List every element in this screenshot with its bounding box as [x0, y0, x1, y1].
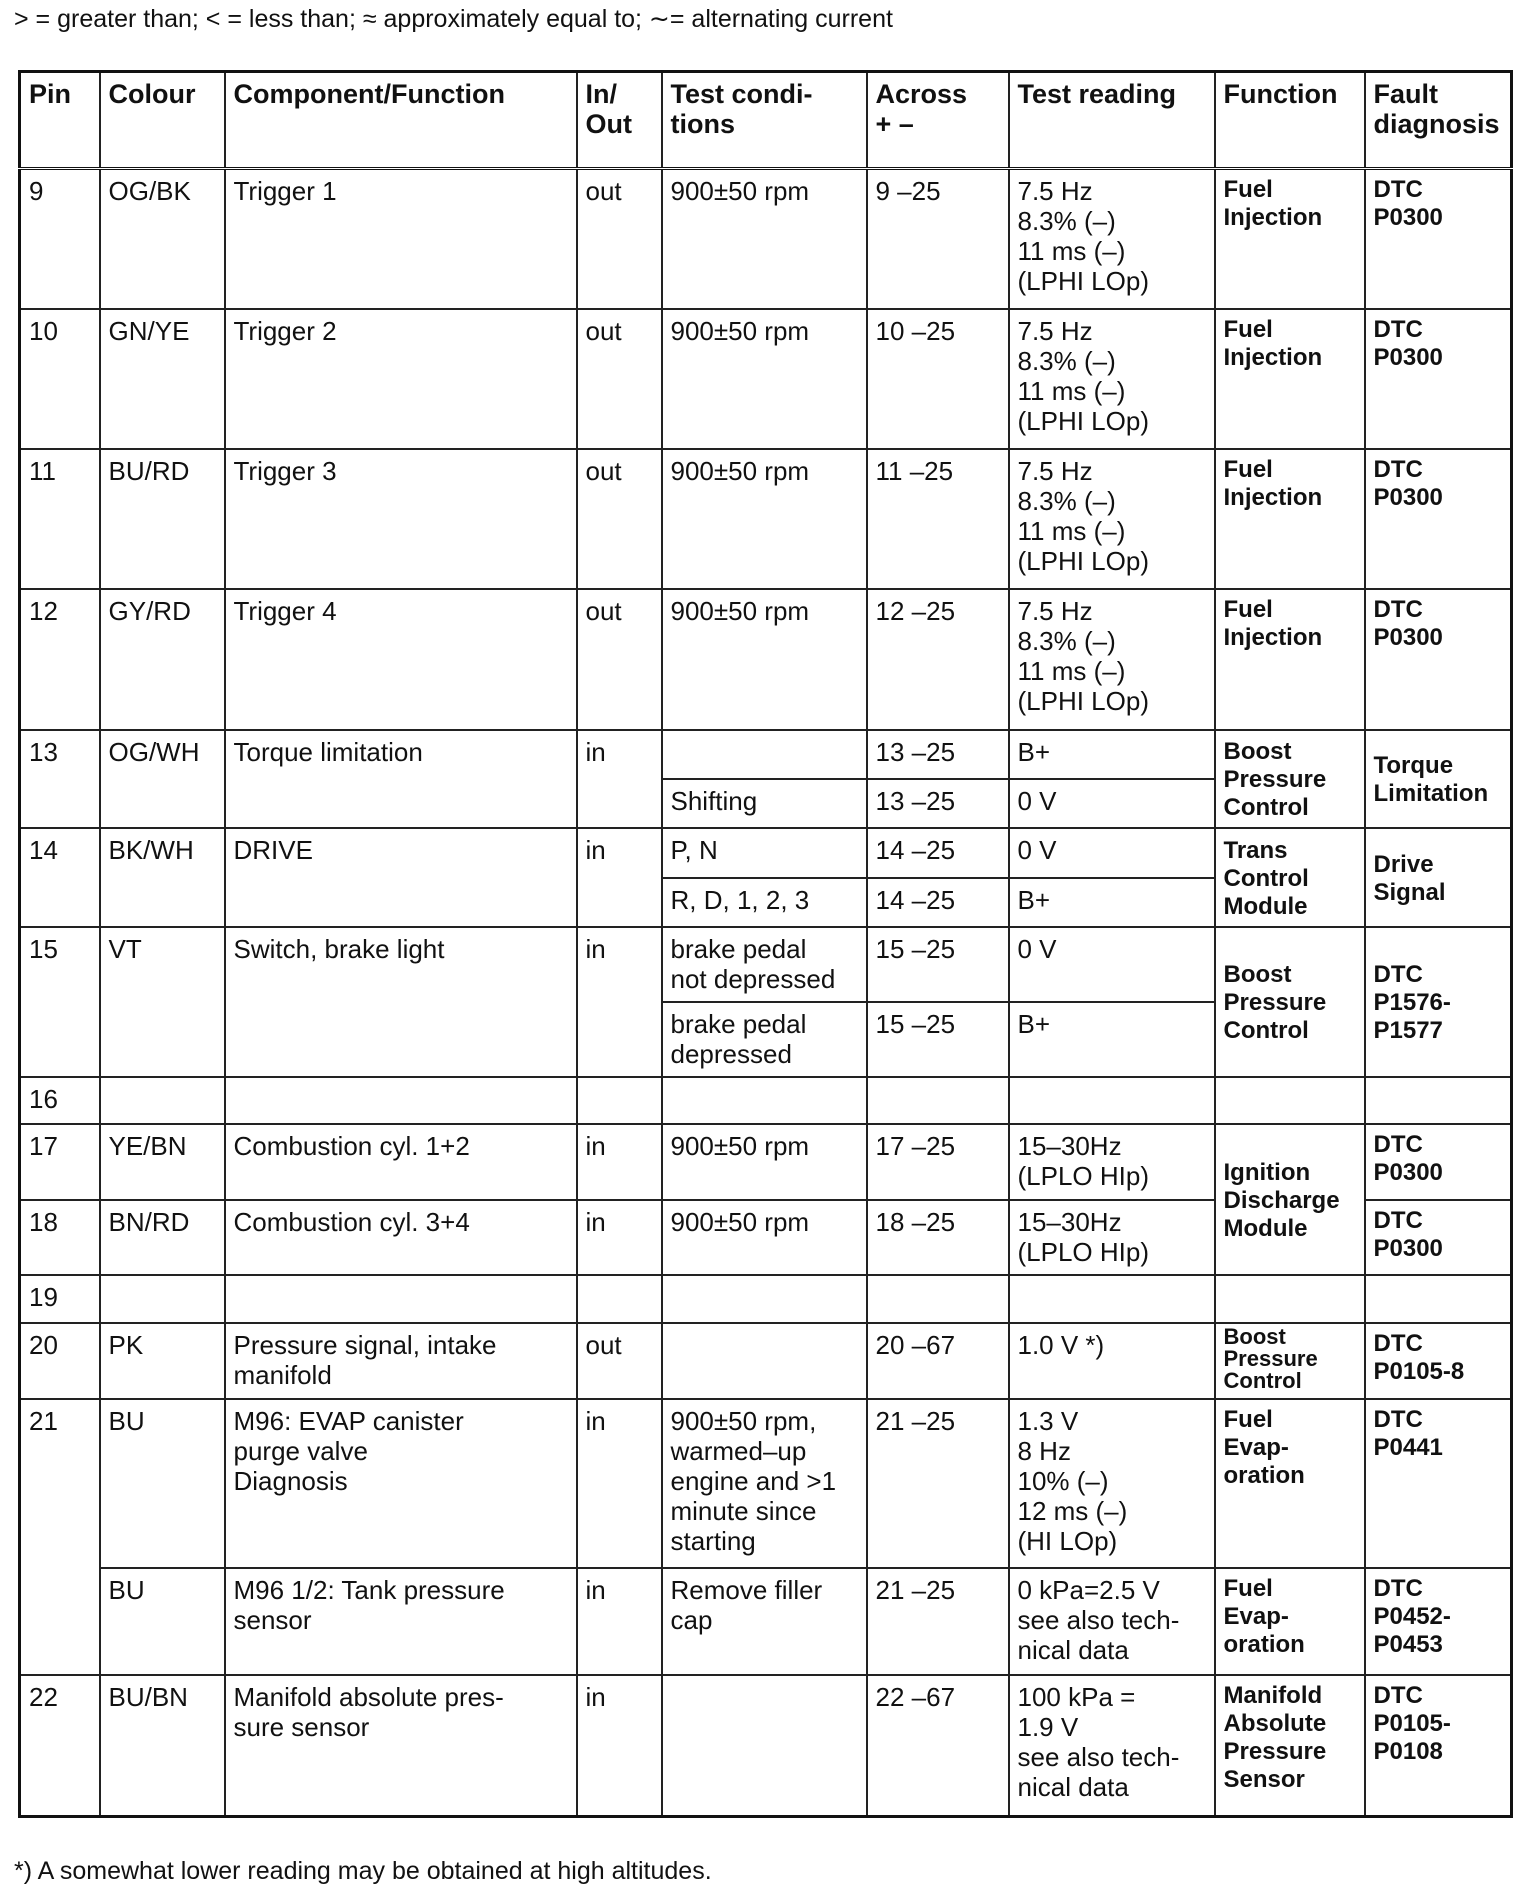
inout-cell: out — [577, 1323, 662, 1399]
across-cell: 17 –25 — [867, 1124, 1009, 1200]
across-cell: 9 –25 — [867, 168, 1009, 308]
table-row-pin-14 — [20, 828, 1512, 877]
fault-diagnosis-cell: DTC P0300 — [1365, 1200, 1512, 1276]
empty-cell — [577, 1275, 662, 1322]
test-reading-cell: 0 kPa=2.5 V see also tech- nical data — [1009, 1568, 1215, 1675]
test-reading-cell: 0 V — [1009, 927, 1215, 1002]
function-cell: Fuel Injection — [1215, 449, 1365, 589]
across-cell: 15 –25 — [867, 1002, 1009, 1077]
colour-cell: PK — [100, 1323, 225, 1399]
empty-cell — [1009, 1077, 1215, 1124]
function-cell: Manifold Absolute Pressure Sensor — [1215, 1675, 1365, 1816]
table-row-pin-9 — [20, 168, 1512, 308]
table-row-pin-15 — [20, 927, 1512, 1002]
inout-cell: in — [577, 1399, 662, 1569]
header-fault-diagnosis: Fault diagnosis — [1365, 72, 1512, 169]
table-row-pin-16 — [20, 1077, 1512, 1124]
fault-diagnosis-cell: DTC P0441 — [1365, 1399, 1512, 1569]
function-cell: Fuel Evap- oration — [1215, 1568, 1365, 1675]
colour-cell: BU/BN — [100, 1675, 225, 1816]
inout-cell: in — [577, 1124, 662, 1200]
fault-diagnosis-cell: DTC P0452- P0453 — [1365, 1568, 1512, 1675]
function-cell: Trans Control Module — [1215, 828, 1365, 927]
header-pin: Pin — [20, 72, 100, 169]
function-cell: Fuel Injection — [1215, 589, 1365, 729]
colour-cell: BN/RD — [100, 1200, 225, 1276]
test-conditions-cell: brake pedal depressed — [662, 1002, 867, 1077]
test-conditions-cell: 900±50 rpm — [662, 1124, 867, 1200]
component-cell: Switch, brake light — [225, 927, 577, 1076]
component-cell: M96: EVAP canister purge valve Diagnosis — [225, 1399, 577, 1569]
header-colour: Colour — [100, 72, 225, 169]
across-cell: 10 –25 — [867, 309, 1009, 449]
function-cell: Fuel Injection — [1215, 168, 1365, 308]
test-reading-cell: 100 kPa = 1.9 V see also tech- nical data — [1009, 1675, 1215, 1816]
fault-diagnosis-cell: DTC P0105-8 — [1365, 1323, 1512, 1399]
table-row-pin-12 — [20, 589, 1512, 729]
test-reading-cell: 1.3 V 8 Hz 10% (–) 12 ms (–) (HI LOp) — [1009, 1399, 1215, 1569]
colour-cell: GY/RD — [100, 589, 225, 729]
empty-cell — [867, 1275, 1009, 1322]
header-component: Component/Function — [225, 72, 577, 169]
component-cell: Combustion cyl. 3+4 — [225, 1200, 577, 1276]
colour-cell: BK/WH — [100, 828, 225, 927]
symbol-legend: > = greater than; < = less than; ≈ approximately equal to; ∼= alternating current — [14, 5, 893, 33]
empty-cell — [1009, 1275, 1215, 1322]
header-test-conditions: Test condi- tions — [662, 72, 867, 169]
colour-cell: OG/WH — [100, 730, 225, 829]
inout-cell: in — [577, 828, 662, 927]
function-cell: Ignition Discharge Module — [1215, 1124, 1365, 1275]
pin-cell: 21 — [20, 1399, 100, 1676]
test-conditions-cell: 900±50 rpm — [662, 168, 867, 308]
inout-cell: in — [577, 730, 662, 829]
function-cell: Boost Pressure Control — [1215, 1323, 1365, 1399]
component-cell: Trigger 1 — [225, 168, 577, 308]
test-conditions-cell: 900±50 rpm — [662, 1200, 867, 1276]
fault-diagnosis-cell: DTC P0105- P0108 — [1365, 1675, 1512, 1816]
across-cell: 13 –25 — [867, 730, 1009, 779]
pin-cell: 13 — [20, 730, 100, 829]
component-cell: Pressure signal, intake manifold — [225, 1323, 577, 1399]
header-in-out: In/ Out — [577, 72, 662, 169]
empty-cell — [225, 1275, 577, 1322]
pin-cell: 19 — [20, 1275, 100, 1322]
test-conditions-cell: brake pedal not depressed — [662, 927, 867, 1002]
pin-cell: 12 — [20, 589, 100, 729]
table-row-pin-13 — [20, 730, 1512, 779]
test-reading-cell: 7.5 Hz 8.3% (–) 11 ms (–) (LPHI LOp) — [1009, 168, 1215, 308]
function-cell: Fuel Evap- oration — [1215, 1399, 1365, 1569]
pin-cell: 17 — [20, 1124, 100, 1200]
test-reading-cell: B+ — [1009, 1002, 1215, 1077]
fault-diagnosis-cell: DTC P0300 — [1365, 309, 1512, 449]
pin-cell: 15 — [20, 927, 100, 1076]
table-row-pin-21 — [20, 1399, 1512, 1569]
empty-cell — [225, 1077, 577, 1124]
footnote: *) A somewhat lower reading may be obtained at high altitudes. — [14, 1857, 712, 1885]
inout-cell: in — [577, 1675, 662, 1816]
table-row-pin-20 — [20, 1323, 1512, 1399]
colour-cell: VT — [100, 927, 225, 1076]
pin-cell: 20 — [20, 1323, 100, 1399]
across-cell: 13 –25 — [867, 779, 1009, 828]
pin-cell: 18 — [20, 1200, 100, 1276]
inout-cell: in — [577, 927, 662, 1076]
test-conditions-cell: Shifting — [662, 779, 867, 828]
colour-cell: BU/RD — [100, 449, 225, 589]
across-cell: 14 –25 — [867, 828, 1009, 877]
function-cell: Boost Pressure Control — [1215, 730, 1365, 829]
fault-diagnosis-cell: DTC P0300 — [1365, 449, 1512, 589]
test-reading-cell: 0 V — [1009, 828, 1215, 877]
inout-cell: out — [577, 309, 662, 449]
header-function: Function — [1215, 72, 1365, 169]
component-cell: Trigger 3 — [225, 449, 577, 589]
test-conditions-cell — [662, 1675, 867, 1816]
table-row-pin-19 — [20, 1275, 1512, 1322]
pin-assignment-table — [18, 70, 1513, 1818]
fault-diagnosis-cell: DTC P0300 — [1365, 589, 1512, 729]
fault-diagnosis-cell: Drive Signal — [1365, 828, 1512, 927]
pin-cell: 10 — [20, 309, 100, 449]
component-cell: Trigger 2 — [225, 309, 577, 449]
component-cell: Torque limitation — [225, 730, 577, 829]
colour-cell: BU — [100, 1399, 225, 1569]
empty-cell — [662, 1275, 867, 1322]
test-conditions-cell — [662, 1323, 867, 1399]
test-reading-cell: 0 V — [1009, 779, 1215, 828]
table-row-pin-17 — [20, 1124, 1512, 1200]
across-cell: 12 –25 — [867, 589, 1009, 729]
across-cell: 21 –25 — [867, 1399, 1009, 1569]
test-reading-cell: 7.5 Hz 8.3% (–) 11 ms (–) (LPHI LOp) — [1009, 309, 1215, 449]
pin-cell: 9 — [20, 168, 100, 308]
inout-cell: out — [577, 449, 662, 589]
empty-cell — [100, 1275, 225, 1322]
inout-cell: out — [577, 168, 662, 308]
component-cell: M96 1/2: Tank pressure sensor — [225, 1568, 577, 1675]
function-cell: Fuel Injection — [1215, 309, 1365, 449]
inout-cell: in — [577, 1568, 662, 1675]
test-conditions-cell: Remove filler cap — [662, 1568, 867, 1675]
test-reading-cell: 15–30Hz (LPLO HIp) — [1009, 1124, 1215, 1200]
fault-diagnosis-cell: Torque Limitation — [1365, 730, 1512, 829]
header-test-reading: Test reading — [1009, 72, 1215, 169]
fault-diagnosis-cell: DTC P0300 — [1365, 1124, 1512, 1200]
pin-cell: 14 — [20, 828, 100, 927]
empty-cell — [867, 1077, 1009, 1124]
empty-cell — [662, 1077, 867, 1124]
table-row-pin-22 — [20, 1675, 1512, 1816]
empty-cell — [1365, 1275, 1512, 1322]
test-conditions-cell: 900±50 rpm, warmed–up engine and >1 minute since starting — [662, 1399, 867, 1569]
across-cell: 20 –67 — [867, 1323, 1009, 1399]
component-cell: DRIVE — [225, 828, 577, 927]
test-reading-cell: 7.5 Hz 8.3% (–) 11 ms (–) (LPHI LOp) — [1009, 589, 1215, 729]
across-cell: 21 –25 — [867, 1568, 1009, 1675]
colour-cell: BU — [100, 1568, 225, 1675]
empty-cell — [1215, 1275, 1365, 1322]
header-row — [20, 72, 1512, 169]
across-cell: 22 –67 — [867, 1675, 1009, 1816]
test-conditions-cell: R, D, 1, 2, 3 — [662, 878, 867, 927]
test-conditions-cell: 900±50 rpm — [662, 449, 867, 589]
table-row-pin-11 — [20, 449, 1512, 589]
component-cell: Manifold absolute pres- sure sensor — [225, 1675, 577, 1816]
test-reading-cell: 1.0 V *) — [1009, 1323, 1215, 1399]
pin-cell: 11 — [20, 449, 100, 589]
test-conditions-cell: P, N — [662, 828, 867, 877]
colour-cell: YE/BN — [100, 1124, 225, 1200]
table-row-pin-10 — [20, 309, 1512, 449]
colour-cell: OG/BK — [100, 168, 225, 308]
empty-cell — [1215, 1077, 1365, 1124]
test-reading-cell: B+ — [1009, 878, 1215, 927]
across-cell: 18 –25 — [867, 1200, 1009, 1276]
inout-cell: in — [577, 1200, 662, 1276]
across-cell: 14 –25 — [867, 878, 1009, 927]
test-conditions-cell: 900±50 rpm — [662, 589, 867, 729]
pin-cell: 22 — [20, 1675, 100, 1816]
across-cell: 15 –25 — [867, 927, 1009, 1002]
empty-cell — [1365, 1077, 1512, 1124]
across-cell: 11 –25 — [867, 449, 1009, 589]
test-reading-cell: B+ — [1009, 730, 1215, 779]
test-conditions-cell — [662, 730, 867, 779]
component-cell: Trigger 4 — [225, 589, 577, 729]
header-across: Across + – — [867, 72, 1009, 169]
component-cell: Combustion cyl. 1+2 — [225, 1124, 577, 1200]
table-subrow-pin-21 — [20, 1568, 1512, 1675]
colour-cell: GN/YE — [100, 309, 225, 449]
test-reading-cell: 15–30Hz (LPLO HIp) — [1009, 1200, 1215, 1276]
test-conditions-cell: 900±50 rpm — [662, 309, 867, 449]
empty-cell — [100, 1077, 225, 1124]
fault-diagnosis-cell: DTC P0300 — [1365, 168, 1512, 308]
pin-cell: 16 — [20, 1077, 100, 1124]
inout-cell: out — [577, 589, 662, 729]
fault-diagnosis-cell: DTC P1576- P1577 — [1365, 927, 1512, 1076]
empty-cell — [577, 1077, 662, 1124]
test-reading-cell: 7.5 Hz 8.3% (–) 11 ms (–) (LPHI LOp) — [1009, 449, 1215, 589]
function-cell: Boost Pressure Control — [1215, 927, 1365, 1076]
